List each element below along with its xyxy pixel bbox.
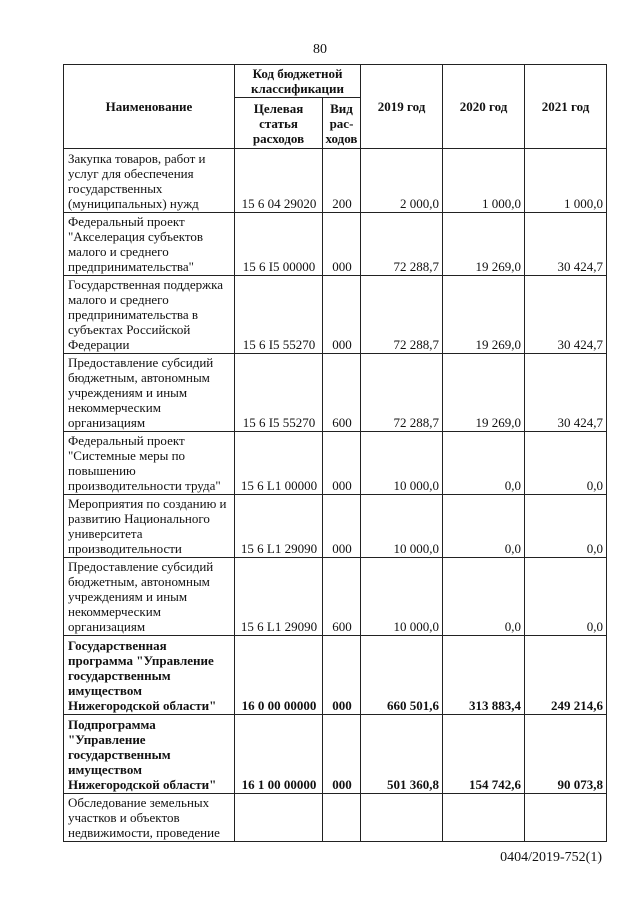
row-2020-cell: 0,0 — [443, 558, 525, 636]
table-row — [64, 213, 607, 276]
document-code: 0404/2019-752(1) — [500, 850, 602, 865]
row-2020-cell: 313 883,4 — [443, 636, 525, 715]
row-2021-cell: 1 000,0 — [525, 149, 607, 213]
row-type-cell: 000 — [323, 432, 361, 495]
header-code-group: Код бюджетной классификации — [235, 65, 361, 98]
row-name-cell: Подпрограмма "Управление государственным имуществом Нижегородской области" — [64, 715, 235, 794]
row-2021-cell: 90 073,8 — [525, 715, 607, 794]
row-2021-cell: 0,0 — [525, 558, 607, 636]
row-type-cell — [323, 794, 361, 842]
row-name-cell: Обследование земельных участков и объектов недвижимости, проведение — [64, 794, 235, 842]
header-name: Наименование — [64, 65, 235, 149]
table-body — [64, 149, 607, 842]
row-2020-cell: 0,0 — [443, 432, 525, 495]
row-type-cell: 000 — [323, 213, 361, 276]
row-code-cell: 15 6 I5 55270 — [235, 354, 323, 432]
table-row — [64, 495, 607, 558]
row-2020-cell: 154 742,6 — [443, 715, 525, 794]
row-2021-cell: 0,0 — [525, 495, 607, 558]
header-target-article: Целевая статья расходов — [235, 98, 323, 149]
table-header — [64, 65, 607, 149]
table-row — [64, 715, 607, 794]
header-year-2021: 2021 год — [525, 65, 607, 149]
row-2020-cell: 19 269,0 — [443, 213, 525, 276]
row-2019-cell: 10 000,0 — [361, 432, 443, 495]
row-type-cell: 600 — [323, 354, 361, 432]
row-type-cell: 200 — [323, 149, 361, 213]
row-code-cell: 16 0 00 00000 — [235, 636, 323, 715]
row-code-cell: 15 6 L1 29090 — [235, 558, 323, 636]
row-type-cell: 000 — [323, 276, 361, 354]
row-2021-cell: 30 424,7 — [525, 276, 607, 354]
row-2019-cell: 501 360,8 — [361, 715, 443, 794]
table-row — [64, 432, 607, 495]
row-code-cell — [235, 794, 323, 842]
row-2021-cell: 0,0 — [525, 432, 607, 495]
row-type-cell: 000 — [323, 495, 361, 558]
row-2021-cell: 249 214,6 — [525, 636, 607, 715]
table-row — [64, 354, 607, 432]
budget-table — [63, 64, 607, 842]
row-name-cell: Федеральный проект "Системные меры по повышению производительности труда" — [64, 432, 235, 495]
row-2020-cell: 1 000,0 — [443, 149, 525, 213]
row-code-cell: 15 6 L1 00000 — [235, 432, 323, 495]
row-name-cell: Федеральный проект "Акселерация субъектов малого и среднего предпринимательства" — [64, 213, 235, 276]
row-2019-cell: 72 288,7 — [361, 276, 443, 354]
row-2019-cell — [361, 794, 443, 842]
row-2021-cell: 30 424,7 — [525, 213, 607, 276]
row-code-cell: 15 6 I5 55270 — [235, 276, 323, 354]
row-2020-cell: 19 269,0 — [443, 276, 525, 354]
row-2021-cell: 30 424,7 — [525, 354, 607, 432]
header-year-2020: 2020 год — [443, 65, 525, 149]
row-2019-cell: 10 000,0 — [361, 495, 443, 558]
row-name-cell: Предоставление субсидий бюджетным, автономным учреждениям и иным некоммерческим организациям — [64, 354, 235, 432]
row-2019-cell: 2 000,0 — [361, 149, 443, 213]
row-name-cell: Государственная поддержка малого и среднего предпринимательства в субъектах Российской Федерации — [64, 276, 235, 354]
table-row — [64, 636, 607, 715]
row-code-cell: 15 6 L1 29090 — [235, 495, 323, 558]
table-row — [64, 558, 607, 636]
row-2020-cell — [443, 794, 525, 842]
row-2020-cell: 19 269,0 — [443, 354, 525, 432]
table-row — [64, 149, 607, 213]
table-row — [64, 276, 607, 354]
row-type-cell: 000 — [323, 636, 361, 715]
row-2019-cell: 10 000,0 — [361, 558, 443, 636]
table-row — [64, 794, 607, 842]
row-type-cell: 000 — [323, 715, 361, 794]
page-number: 80 — [313, 42, 327, 57]
header-expense-type: Вид рас-ходов — [323, 98, 361, 149]
row-code-cell: 16 1 00 00000 — [235, 715, 323, 794]
row-code-cell: 15 6 I5 00000 — [235, 213, 323, 276]
row-name-cell: Предоставление субсидий бюджетным, автономным учреждениям и иным некоммерческим организациям — [64, 558, 235, 636]
row-code-cell: 15 6 04 29020 — [235, 149, 323, 213]
row-2021-cell — [525, 794, 607, 842]
row-2019-cell: 72 288,7 — [361, 354, 443, 432]
row-name-cell: Закупка товаров, работ и услуг для обеспечения государственных (муниципальных) нужд — [64, 149, 235, 213]
row-2019-cell: 660 501,6 — [361, 636, 443, 715]
row-2020-cell: 0,0 — [443, 495, 525, 558]
row-name-cell: Государственная программа "Управление государственным имуществом Нижегородской области" — [64, 636, 235, 715]
header-year-2019: 2019 год — [361, 65, 443, 149]
row-2019-cell: 72 288,7 — [361, 213, 443, 276]
row-type-cell: 600 — [323, 558, 361, 636]
row-name-cell: Мероприятия по созданию и развитию Национального университета производительности — [64, 495, 235, 558]
